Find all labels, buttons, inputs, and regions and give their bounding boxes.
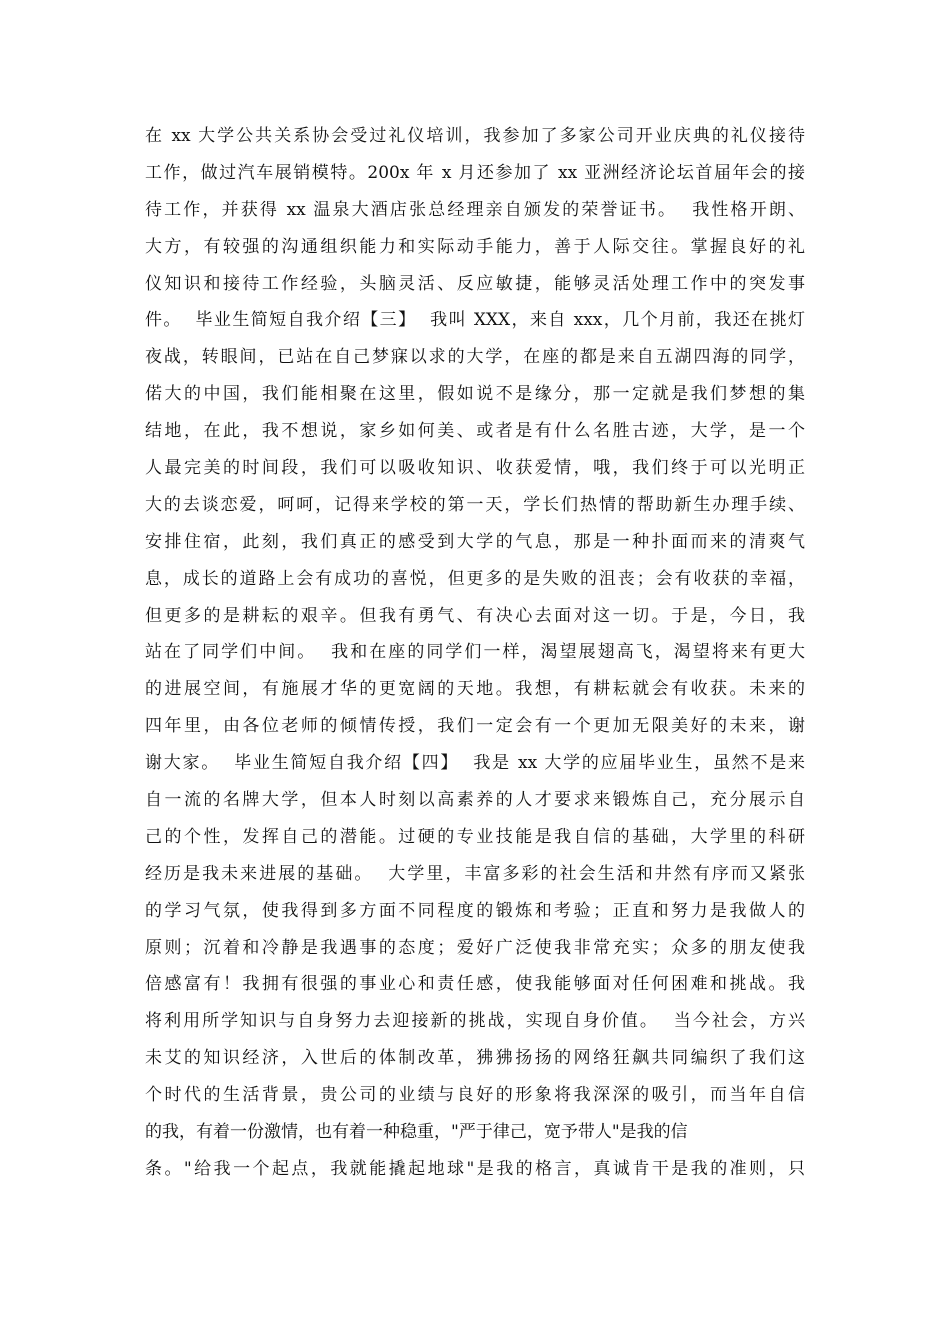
text-line: 条。"给我一个起点，我就能撬起地球"是我的格言，真诚肯干是我的准则，只 (145, 1158, 805, 1179)
text-line: 自一流的名牌大学，但本人时刻以高素养的人才要求来锻炼自己，充分展示自 (145, 790, 805, 811)
text-line: 大的去谈恋爱，呵呵，记得来学校的第一天，学长们热情的帮助新生办理手续、 (145, 494, 805, 515)
text-line: 大方，有较强的沟通组织能力和实际动手能力，善于人际交往。掌握良好的礼 (145, 236, 805, 257)
text-line: 仪知识和接待工作经验，头脑灵活、反应敏捷，能够灵活处理工作中的突发事 (145, 273, 805, 294)
text-line: 己的个性，发挥自己的潜能。过硬的专业技能是我自信的基础，大学里的科研 (145, 826, 805, 847)
text-line: 待工作，并获得 xx 温泉大酒店张总经理亲自颁发的荣誉证书。 我性格开朗、 (145, 199, 805, 220)
text-line: 未艾的知识经济，入世后的体制改革，狒狒扬扬的网络狂飙共同编织了我们这 (145, 1048, 805, 1069)
text-line: 安排住宿，此刻，我们真正的感受到大学的气息，那是一种扑面而来的清爽气 (145, 531, 805, 552)
text-line: 经历是我未来进展的基础。 大学里，丰富多彩的社会生活和井然有序而又紧张 (145, 863, 805, 884)
text-line: 偌大的中国，我们能相聚在这里，假如说不是缘分，那一定就是我们梦想的集 (145, 384, 805, 405)
text-line: 的学习气氛，使我得到多方面不同程度的锻炼和考验；正直和努力是我做人的 (145, 900, 805, 921)
text-line: 的我，有着一份激情，也有着一种稳重，"严于律己，宽予带人"是我的信 (145, 1122, 688, 1143)
text-line: 原则；沉着和冷静是我遇事的态度；爱好广泛使我非常充实；众多的朋友使我 (145, 937, 805, 958)
text-line: 人最完美的时间段，我们可以吸收知识、收获爱情，哦，我们终于可以光明正 (145, 458, 805, 479)
text-line: 夜战，转眼间，已站在自己梦寐以求的大学，在座的都是来自五湖四海的同学， (145, 347, 805, 368)
text-line: 四年里，由各位老师的倾情传授，我们一定会有一个更加无限美好的未来，谢 (145, 716, 805, 737)
body-text (145, 118, 805, 1188)
text-line: 站在了同学们中间。 我和在座的同学们一样，渴望展翅高飞，渴望将来有更大 (145, 642, 805, 663)
text-line: 的进展空间，有施展才华的更宽阔的天地。我想，有耕耘就会有收获。未来的 (145, 679, 805, 700)
text-line: 息，成长的道路上会有成功的喜悦，但更多的是失败的沮丧；会有收获的幸福， (145, 568, 805, 589)
text-line: 工作，做过汽车展销模特。200x 年 x 月还参加了 xx 亚洲经济论坛首届年会的接 (145, 162, 805, 183)
text-line: 个时代的生活背景，贵公司的业绩与良好的形象将我深深的吸引，而当年自信 (145, 1085, 805, 1106)
text-line: 但更多的是耕耘的艰辛。但我有勇气、有决心去面对这一切。于是，今日，我 (145, 605, 805, 626)
text-line: 将利用所学知识与自身努力去迎接新的挑战，实现自身价值。 当今社会，方兴 (145, 1011, 805, 1032)
text-line: 件。 毕业生简短自我介绍【三】 我叫 XXX，来自 xxx，几个月前，我还在挑灯 (145, 310, 805, 331)
text-line: 倍感富有！我拥有很强的事业心和责任感，使我能够面对任何困难和挑战。我 (145, 974, 805, 995)
text-line: 结地，在此，我不想说，家乡如何美、或者是有什么名胜古迹，大学，是一个 (145, 421, 805, 442)
text-line: 谢大家。 毕业生简短自我介绍【四】 我是 xx 大学的应届毕业生，虽然不是来 (145, 753, 805, 774)
text-line: 在 xx 大学公共关系协会受过礼仪培训，我参加了多家公司开业庆典的礼仪接待 (145, 126, 805, 146)
